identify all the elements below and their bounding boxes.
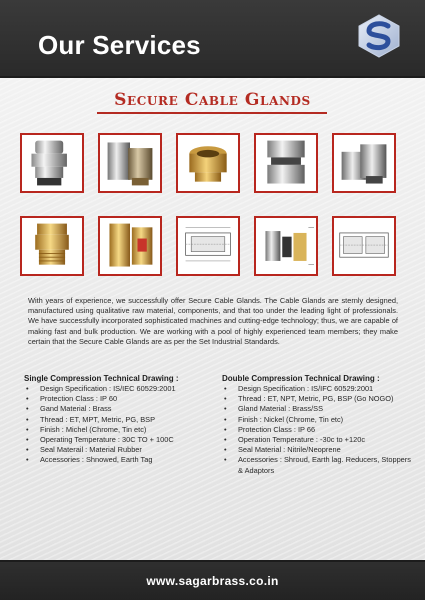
footer-bar <box>0 560 425 600</box>
spec-text: Operating Temperature : 30C TO + 100C <box>40 435 174 445</box>
spec-text: Thread : ET, MPT, Metric, PG, BSP <box>40 414 155 424</box>
list-item <box>222 384 414 394</box>
list-item <box>222 425 414 435</box>
spec-text: Operation Temperature : -30c to +120c <box>238 435 366 445</box>
bullet-icon: • <box>224 424 227 434</box>
spec-text: Accessories : Shnowed, Earth Tag <box>40 455 153 465</box>
single-compression-heading: Single Compression Technical Drawing : <box>24 374 179 383</box>
bullet-icon: • <box>224 414 227 424</box>
bullet-icon: • <box>224 404 227 414</box>
list-item <box>24 384 218 394</box>
spec-text: Seal Materail : Material Rubber <box>40 445 142 455</box>
single-compression-specs <box>24 374 218 466</box>
spec-text: Thread : ET, NPT, Metric, PG, BSP (Go NOGO) <box>238 394 394 404</box>
list-item <box>222 455 414 475</box>
bullet-icon: • <box>224 455 227 465</box>
chrome-cable-gland-photo <box>20 133 84 193</box>
double-compression-specs <box>222 374 414 476</box>
list-item <box>24 445 218 455</box>
header-bar <box>0 0 425 78</box>
spec-text: Finish : Michel (Chrome, Tin etc) <box>40 424 147 434</box>
title-underline <box>97 112 327 114</box>
list-item <box>222 435 414 445</box>
bullet-icon: • <box>26 435 29 445</box>
chrome-brass-cable-gland-photo <box>98 133 162 193</box>
spec-text: Accessories : Shroud, Earth lag. Reducers, Stoppers & Adaptors <box>238 455 411 475</box>
content-area <box>0 78 425 560</box>
bullet-icon: • <box>26 445 29 455</box>
bullet-icon: • <box>26 424 29 434</box>
double-compression-list <box>222 384 414 476</box>
spec-text: Seal Material : Nitrile/Neoprene <box>238 445 341 455</box>
list-item <box>222 404 414 414</box>
bullet-icon: • <box>26 404 29 414</box>
spec-text: Protection Class : IP 66 <box>238 424 316 434</box>
product-title: Secure Cable Glands <box>114 90 311 110</box>
brass-gland-assembly-photo <box>20 216 84 276</box>
spec-text: Design Specification : IS/IEC 60529:2001 <box>40 384 176 393</box>
bullet-icon: • <box>224 394 227 404</box>
list-item <box>24 404 218 414</box>
website-link[interactable]: www.sagarbrass.co.in <box>146 574 279 588</box>
list-item <box>24 435 218 445</box>
list-item <box>24 455 218 465</box>
chrome-gland-pair-photo <box>254 133 318 193</box>
brass-gland-components-photo <box>98 216 162 276</box>
spec-text: Gland Material : Brass/SS <box>238 404 324 414</box>
list-item <box>222 415 414 425</box>
chrome-double-gland-photo <box>332 133 396 193</box>
list-item <box>24 415 218 425</box>
spec-text: Protection Class : IP 60 <box>40 394 118 404</box>
bullet-icon: • <box>26 384 29 393</box>
bullet-icon: • <box>224 445 227 455</box>
spec-text: Gand Material : Brass <box>40 404 112 414</box>
bullet-icon: • <box>26 394 29 404</box>
brass-gland-body-photo <box>176 133 240 193</box>
list-item <box>24 425 218 435</box>
list-item <box>222 394 414 404</box>
spec-text: Design Specification : IS/IFC 60529:2001 <box>238 384 374 393</box>
single-compression-drawing <box>176 216 240 276</box>
company-logo <box>357 14 401 58</box>
single-compression-list <box>24 384 218 466</box>
page-title: Our Services <box>38 30 201 60</box>
double-compression-heading: Double Compression Technical Drawing : <box>222 374 380 383</box>
bullet-icon: • <box>224 435 227 445</box>
spec-text: Finish : Nickel (Chrome, Tin etc) <box>238 414 344 424</box>
list-item <box>222 445 414 455</box>
gland-exploded-view-photo <box>254 216 318 276</box>
bullet-icon: • <box>26 414 29 424</box>
bullet-icon: • <box>26 455 29 465</box>
product-description: With years of experience, we successfully offer Secure Cable Glands. The Cable Glands are sternly designed, manufactured using qualitative raw material, components, and that too under the leading light of professionals. We have successfully incorporated sophisticated machines and cutting-edge technology; thus, we are capable of making fast and bulk production. We are working with a pool of highly experienced team members; they make certain that the Secure Cable Glands are as per the Set Industrial Standards. <box>28 296 398 346</box>
bullet-icon: • <box>224 384 227 393</box>
double-compression-drawing <box>332 216 396 276</box>
list-item <box>24 394 218 404</box>
